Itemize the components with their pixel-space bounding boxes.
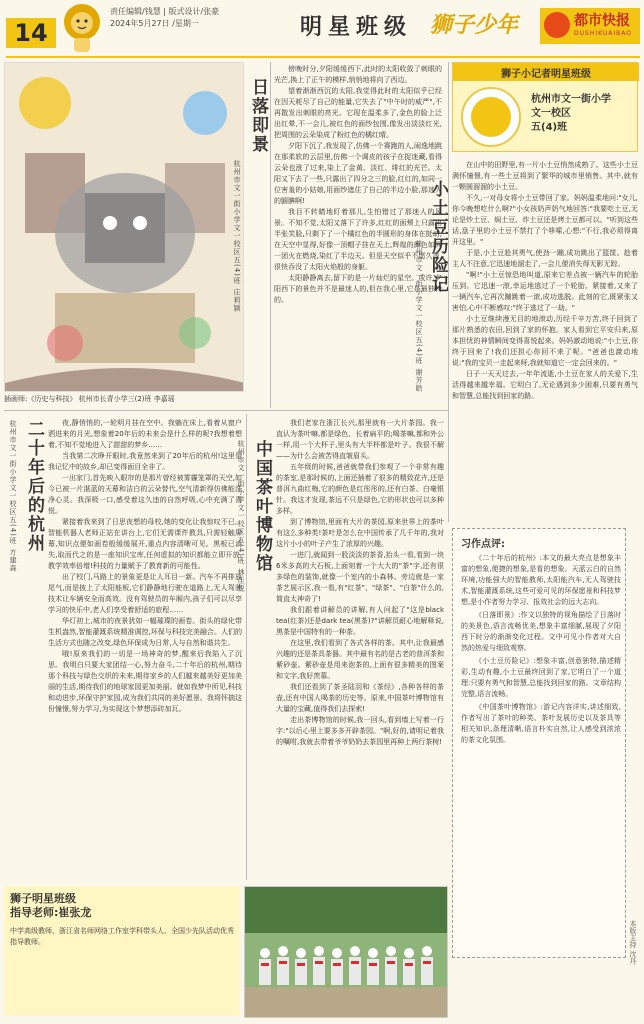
paragraph: 我们老家在浙江长兴,那里就有一大片茶园。我一直认为茶叶嘛,都是绿色、长着扁平的;喝茶嘛,都和外公一样,用一个大杯子,里头有大半杯都是叶子。我很不解——为什么会被苦得直皱眉头。 (276, 419, 444, 460)
article-title-potato: 小土豆历险记 (428, 180, 448, 294)
paragraph: 不久,一对母女将小土豆带回了家。妈妈温柔地问:"女儿,你今晚想吃什么啊?"小女孩奶声奶气地回答:"我要吃土豆,无论是炒土豆、焖土豆、炸土豆还是烤土豆都可以。"听到这些话,盘子里的小土豆不禁打了个哆嗦,心想:"不行,我必须得离开这里。" (452, 194, 638, 246)
illustration-caption: 插画师:《历史与科技》 杭州市长青小学三(2)班 李嘉瑶 (4, 395, 175, 403)
paragraph: 傍晚时分,夕阳缓缓西下,此时的太阳收敛了刺眼的光芒,换上了正午的模样,悄悄地将向了西边。 (274, 65, 442, 84)
school-lines (531, 93, 635, 135)
header-rule (6, 56, 640, 58)
paragraph: 我目不转睛地盯着那儿,生怕错过了那迷人的风景。不知不觉,太阳又落下了许多,红红的面颊上只露出半张笑脸,只剩下了一个橘红色的半圆形的身体在挺动,在天空中显得,好像一顶帽子挂在天上,辉煌的颜色如同一团火在燃烧,染红了半边天。但是天空似乎不愿久等,很快吞没了太阳火焰般的身躯。 (274, 208, 442, 271)
comments-title: 习作点评: (461, 539, 505, 550)
class-photo-icon (245, 887, 448, 1018)
paragraph: 我们跟着讲解员的讲解,有人问起了"这是black tea(红茶)还是dark tea(黑茶)?"讲解员耐心地解释说,黑茶是中国特有的一种茶。 (276, 606, 444, 636)
section-divider (4, 410, 448, 411)
column-divider (246, 414, 247, 880)
paragraph: 小土豆继续漫无目的地滚动,历经千辛万苦,终于回到了那片熟悉的农田,回到了家的怀抱。家人看到它平安归来,原本担忧的神情瞬间变得喜悦起来。妈妈激动地说:"小土豆,你终于回来了!我们还担心你回不来了呢。"爸爸也激动地说:"我的宝贝一走起来呀,我就知道它一定会回来的。" (452, 315, 638, 367)
page-number: 14 (6, 18, 56, 48)
article-body-potato (452, 160, 638, 520)
school-heading: 狮子小记者明星班级 (453, 63, 639, 81)
paragraph: 五年级的时候,爸爸就带我们参观了一个非常有趣的茶室,是那时候的,上面还插着了很多的精致花卉,还是普洱九曲红梅,它的颜色是红彤彤的,还有白茶、白毫银针。我这才发现,茶远不只是绿色,它的形状也可以多种多样。 (276, 463, 444, 515)
date-line: 2024年5月27日 /星期一 (110, 19, 199, 28)
article-body-hangzhou (48, 418, 242, 880)
paragraph: 华灯初上,城市的夜景犹如一幅璀璨的画卷。街头的绿化带生机盎然,智能灌溉系统精准调控,环保与科技完美融合。人们的生活方式也随之改变,绿色环保成为日常,人与自然和谐共生。 (48, 617, 242, 647)
paragraph: 一进门,就闻到一股淡淡的茶香,抬头一看,看到一块6米多高的大石板,上面刻着一个大大的"茶"字,还有很多绿色的装饰,就像一个室内的小森林。旁边就是一家茶艺展示区,我一看,有"红茶"、"绿茶"、"白茶"什么的,简直太神奇了! (276, 551, 444, 603)
teacher-name: 指导老师:崔张龙 (10, 906, 92, 919)
paragraph: 出了校门,马路上的景象更是让人耳目一新。汽车不再排放尾气,而是披上了太阳能板,它们静静地行驶在道路上,无人驾驶技术让车辆安全而高效。没有驾驶员的车厢内,孩子们可以尽享学习的快乐中,老人们享受着舒适的旅程…… (48, 573, 242, 614)
article-title-hangzhou: 二十年后的杭州 (24, 420, 44, 553)
class-photo (244, 886, 448, 1018)
teacher-title (10, 892, 91, 920)
column-divider (448, 62, 449, 522)
brand-mark-icon (544, 12, 570, 38)
paragraph: 在山中的田野里,有一片小土豆悄然成熟了。这些小土豆满怀憧憬,有一些土豆将到了繁华的城市里销售。其中,就有一颗圆溜溜的小土豆。 (452, 161, 638, 191)
paragraph: 紧接着我来到了日思夜想的母校,她的变化让我惊叹不已。智能机器人老师正站在讲台上,它们无需课件教具,只需轻触屏幕,知识点便如画卷般缓缓展开,重点内容清晰可见。黑板已消失,取而代之的是一座知识宝库,任何虚拟的知识都能立即开放,教学效率倍增!科技的力量赋予了教育新的可能性。 (48, 518, 242, 570)
masthead (0, 0, 644, 60)
paragraph: 一出家门,首先映入眼帘的是那片曾经被雾霾笼罩的天空,如今已被一片湛蓝的天幕和洁白的云朵替代,空气清新得仿佛能洗净心灵。我深吸一口,感受着这久违的自然呼吸,心中充满了喜悦。 (48, 474, 242, 515)
comment-paragraph: 《二十年后的杭州》:本文的最大亮点是想象丰富的想象,便捷的想象,是看的想象。天蓝云白的自然环境,功能强大的智能教师,太阳能汽车,无人驾驶技术,智能灌溉系统,这些可爱可见的环保愿景和科技梦想,是小作者努力学习、报效社会的远大志向。 (461, 554, 621, 606)
brand-en: DUSHIKUAIBAO (574, 30, 632, 37)
school-info-box (452, 62, 638, 152)
teacher-box (4, 886, 240, 1016)
paragraph: 到了博物馆,里面有大片的茶园,原来世界上的茶叶有这么多种类!茶叶是怎么在中国传承了几千年的,我对这片小小的叶子产生了浓厚的兴趣。 (276, 518, 444, 548)
editor-line: 责任编辑/钱慧 | 版式设计/张豪 (110, 7, 220, 16)
comment-paragraph: 《日落即景》:作文以独特的视角描绘了日落时的美景色,语言流畅优美,想象丰富细腻,展现了夕阳西下时分的渐渐变化过程。文中可见小作者对大自然的热爱与细致观察。 (461, 611, 621, 652)
paragraph: 夕阳下沉了,我发现了,仿佛一个赛跑的人,闹逸地跳在那柔软的云层里,仿佛一个调皮的孩子在捉迷藏,看得云朵也涨了过来,染上了金黄、淡红、绯红的光芒。太阳又下去了一些,只露出了四分之三的脸,红红的,如同一位害羞的小姑娘,用面纱遮住了自己的半边小脸,那迷人的腼腆啊! (274, 142, 442, 205)
teacher-comments-box (452, 528, 626, 958)
paragraph: "啊!"小土豆惊恐地叫道,原来它差点被一辆汽车的轮胎压到。它迅速一滚,幸运地逃过了一个轮胎。紧接着,又来了一辆汽车,它再次蹦跳着一滚,成功逃脱。此刻的它,既紧张又害怕,心中不断感叹:"终于逃过了一劫。" (452, 271, 638, 312)
comment-paragraph: 《中国茶叶博物馆》:游记内容详实,讲述细致,作者写出了茶叶的种类、茶叶发展历史以及茶具等相关知识,条理清晰,语言朴实自然,让人感受到浓浓的茶文化氛围。 (461, 703, 621, 744)
comments-body (461, 553, 621, 748)
article-byline-potato: 杭州市文一街小学文一校区五(4)班 谢芳皓 (415, 240, 423, 393)
paragraph: 哦!原来我们的一切是一场神奇的梦,醒来后我陷入了沉思。我明白只要大家团结一心,努力奋斗,二十年后的杭州,期待那个科技与绿色交织的未来,期待家乡的人们越来越美好更加美丽的生活,期待我们的地球家园更加美丽。就如我梦中所见,科技和动进步,环保守护家园,成为我们共同的美好愿景。我将怀揣这份憧憬,努力学习,为实现这个梦想添砖加瓦。 (48, 650, 242, 713)
campus-name: 文一校区 (531, 108, 571, 119)
column-divider (270, 62, 271, 408)
article-body-tea (276, 418, 444, 880)
page-editor: 本版主持 沈丹 (629, 920, 637, 965)
slogan-logo: 狮子少年 (430, 12, 519, 38)
illustration-art-icon (5, 63, 244, 392)
article-title-tea: 中国茶叶博物馆 (252, 440, 272, 573)
paragraph: 太阳静静离去,留下的是一片灿烂的星空。或许,夕阳西下的景色并不是最迷人的,但在我心里,它是最独特的。 (274, 274, 442, 304)
article-title-sunset: 日落即景 (248, 78, 268, 154)
paragraph: 于是,小土豆趁其勇气,使劲一蹦,成功跳出了篮筐。趁着主人不注意,它迅速地溜走了,一会儿便消失得无影无踪。 (452, 249, 638, 268)
comment-paragraph: 《小土豆历险记》:想象丰富,创意独特,描述精彩,生动有趣,小土豆最终回到了家,它明白了一个道理:只要有勇气和智慧,总能找到回家的路。文章结构完整,语言流畅。 (461, 657, 621, 698)
school-badge-icon (461, 87, 521, 147)
paragraph: 我们还看到了茶圣陆羽和《茶经》,各种各样的茶壶,还有中国人喝茶的历史等。原来,中国茶叶博物馆有大量的宝藏,值得我们去探索! (276, 683, 444, 713)
paragraph: 夜,静悄悄的,一轮明月挂在空中。我躺在床上,看着从窗户洒进来的月光,想象着20年后的未来会是什么样的呢?我想着想着,不知不觉地进入了甜甜的梦乡…… (48, 419, 242, 449)
paragraph: 日子一天天过去,一年年流逝,小土豆在家人的关爱下,生活得越来越幸福。它明白了,无论遇到多少困难,只要有勇气和智慧,总能找到回家的路。 (452, 370, 638, 400)
paragraph: 走出茶博物馆的时候,我一回头,看到墙上写着一行字:"以后心里上要多多开辟茶园。"啊,好的,请明记着我的嘱咐,我就去带着爷爷奶奶去茶园里再种上两行茶树! (276, 716, 444, 746)
article-byline-tea: 杭州市文一街小学文一校区五(4)班 林佳悦 (237, 440, 245, 593)
column-title: 明星班级 (300, 14, 413, 40)
paragraph: 望着渐渐西沉的太阳,我觉得此时的太阳似乎已经在因天耗尽了自己的能量,它失去了"中午时的威严",不再散发出刺眼的亮光。它现在温柔多了,金色的脸上泛出红晕,不一会儿,被红色的面纱包围,像发出淡淡红光,把周围的云朵染成了粉红色的橘红晴。 (274, 87, 442, 139)
class-name: 五(4)班 (531, 122, 568, 133)
teacher-description: 中学高级教师、浙江省名师网络工作室学科带头人、全国少先队活动优秀指导教师。 (10, 927, 234, 946)
lion-mascot-icon (60, 2, 104, 54)
paragraph: 当我第二次睁开眼时,我竟然来到了20年后的杭州!这里是我记忆中的故乡,却已变得面目全非了。 (48, 452, 242, 471)
paragraph: 在这里,我们看到了各式各样的茶。其中,让我最感兴趣的还是茶具茶器。其中最有名的是古老的普洱茶和紫砂壶。紫砂壶是用来泡茶的,上面有很多精美的图案和文字,我好羡慕。 (276, 639, 444, 680)
student-illustration (4, 62, 244, 392)
article-byline-sunset: 杭州市文一街小学文一校区五(4)班 庄莉颖 (233, 160, 241, 313)
class-label: 狮子明星班级 (10, 892, 76, 905)
brand-name: 都市快报 (574, 13, 630, 29)
school-name: 杭州市文一街小学 (531, 94, 611, 105)
brand-logo (540, 8, 640, 44)
header-meta (110, 6, 219, 30)
article-byline-hangzhou: 杭州市文一街小学文一校区五(4)班 方建森 (9, 420, 17, 573)
